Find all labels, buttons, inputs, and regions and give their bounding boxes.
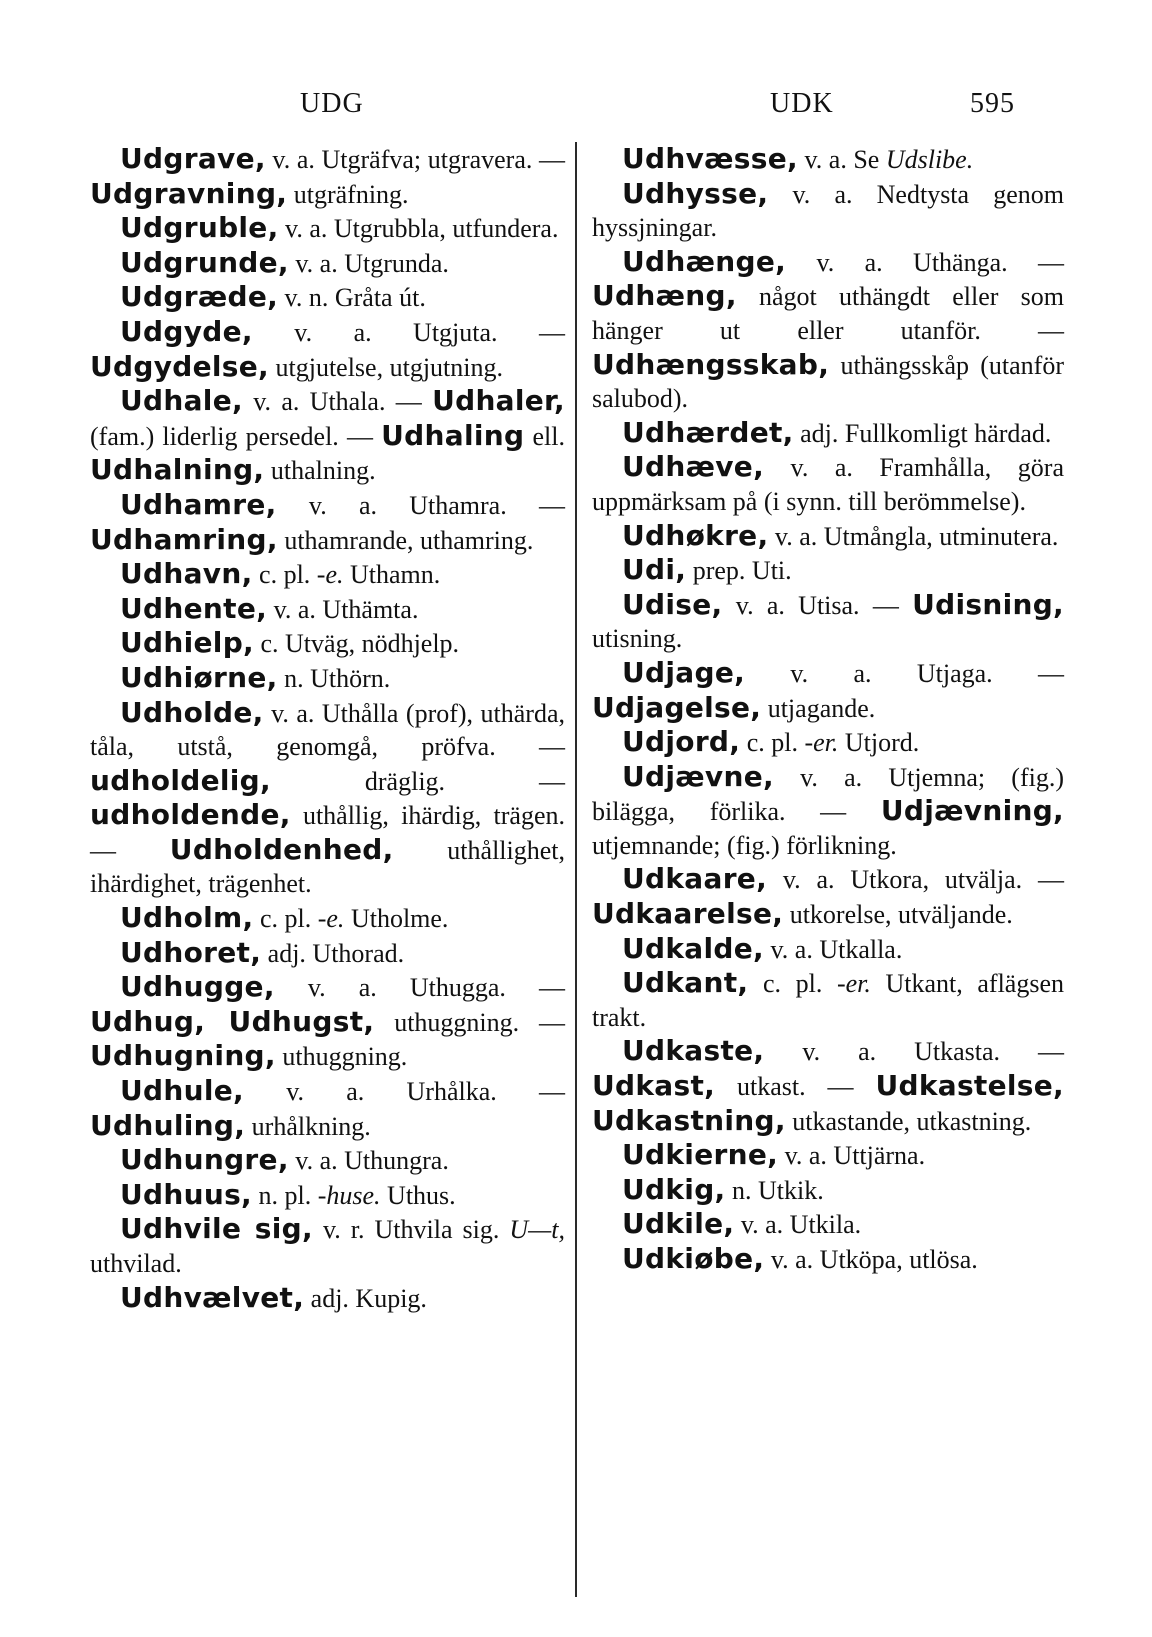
- definition-text: v. a. Uttjärna.: [778, 1141, 926, 1171]
- definition-text: uthängsskåp (utanför salubod).: [592, 350, 1064, 414]
- italic-text: Udslibe.: [885, 145, 974, 174]
- italic-text: -er.: [836, 969, 871, 999]
- dictionary-entry: [90, 592, 565, 627]
- definition-text: c. pl.: [740, 728, 805, 758]
- definition-text: något uthängdt eller som hänger ut eller utanför. —: [592, 282, 1064, 345]
- definition-text: utkorelse, utväljande.: [783, 900, 1013, 930]
- headword: Udhale,: [120, 384, 243, 418]
- definition-text: c. pl.: [253, 904, 318, 934]
- definition-text: utjagande.: [761, 693, 876, 723]
- dictionary-entry: [90, 901, 565, 936]
- headword: Udkant,: [622, 966, 749, 1000]
- dictionary-entry: [90, 970, 565, 1074]
- definition-text: v. a. Uthala. —: [242, 387, 433, 417]
- definition-text: dräglig. —: [270, 766, 565, 796]
- headword: Udhungre,: [120, 1143, 289, 1177]
- definition-text: uthuggning.: [275, 1042, 408, 1072]
- definition-text: v. a. Utgräfva; utgravera. —: [265, 145, 565, 174]
- dictionary-entry: [90, 661, 565, 696]
- headword: Udhøkre,: [622, 518, 769, 552]
- running-header: [90, 88, 1090, 128]
- headword: Udhaling: [381, 418, 525, 452]
- definition-text: v. a. Uthänga. —: [786, 247, 1064, 277]
- definition-text: adj. Kupig.: [304, 1283, 427, 1313]
- definition-text: v. a. Uthämta.: [267, 594, 419, 624]
- headword: Udhalning,: [90, 453, 265, 487]
- dictionary-entry: [90, 1143, 565, 1178]
- definition-text: urhålkning.: [245, 1111, 371, 1141]
- dictionary-entry: [90, 280, 565, 315]
- headword: udholdende,: [90, 798, 291, 832]
- headword: Udhvile sig,: [120, 1212, 313, 1246]
- definition-text: c. pl.: [748, 969, 837, 999]
- headword: Udjord,: [622, 725, 741, 759]
- italic-text: -e.: [316, 560, 344, 590]
- definition-text: v. a. Uthamra. —: [276, 490, 565, 520]
- dictionary-entry: [90, 1212, 565, 1280]
- header-left-guide-word: UDG: [300, 88, 364, 119]
- headword: Udhaler,: [432, 384, 565, 418]
- headword: Udhoret,: [120, 935, 262, 969]
- definition-text: v. a. Utgrubbla, utfundera.: [278, 214, 559, 244]
- headword: Udgydelse,: [90, 349, 269, 383]
- dictionary-entry: [592, 656, 1064, 725]
- headword: Udkalde,: [622, 931, 764, 965]
- headword: Udgrunde,: [120, 245, 289, 279]
- definition-text: v. n. Gråta út.: [278, 283, 426, 313]
- definition-text: v. a. Utköpa, utlösa.: [764, 1245, 978, 1274]
- definition-text: Utjord.: [838, 728, 920, 758]
- headword: Udkast,: [592, 1069, 716, 1103]
- headword: Udhænge,: [622, 244, 787, 278]
- headword: Udhæng,: [592, 279, 737, 313]
- headword: Udhuus,: [120, 1177, 252, 1211]
- italic-text: -huse.: [317, 1180, 381, 1210]
- dictionary-entry: [592, 1034, 1064, 1138]
- headword: Udholm,: [120, 901, 254, 935]
- dictionary-entry: [90, 211, 565, 246]
- dictionary-entry: [90, 696, 565, 902]
- headword: Udhvælvet,: [120, 1280, 305, 1314]
- dictionary-entry: [90, 557, 565, 592]
- headword: Udi,: [622, 553, 687, 587]
- header-right-guide-word: UDK: [770, 88, 834, 119]
- headword: Udgræde,: [120, 280, 279, 314]
- dictionary-entry: [90, 142, 565, 211]
- definition-text: v. a. Utjemna; (fig.) bilägga, förlika. —: [592, 762, 1064, 827]
- definition-text: v. a. Uthålla (prof), uthärda, tåla, utstå, genomgå, pröfva. —: [90, 698, 565, 762]
- dictionary-entry: [592, 245, 1064, 416]
- definition-text: uthalning.: [264, 456, 376, 486]
- definition-text: v. a. Framhålla, göra uppmärksam på (i synn. till berömmelse).: [592, 453, 1064, 516]
- definition-text: adj. Uthorad.: [261, 938, 405, 968]
- dictionary-entry: [592, 932, 1064, 967]
- headword: Udkig,: [622, 1172, 726, 1206]
- definition-text: c. Utväg, nödhjelp.: [253, 629, 460, 659]
- definition-text: v. a. Nedtysta genom hyssjningar.: [592, 179, 1064, 243]
- definition-text: c. pl.: [252, 560, 317, 590]
- definition-text: n. Uthörn.: [277, 663, 391, 693]
- dictionary-entry: [592, 1138, 1064, 1173]
- dictionary-entry: [90, 1074, 565, 1143]
- page-number: 595: [970, 88, 1015, 119]
- dictionary-entry: [592, 142, 1064, 177]
- definition-text: v. a. Utkalla.: [763, 934, 903, 964]
- headword: Udholdenhed,: [169, 832, 394, 866]
- definition-text: n. Utkik.: [725, 1175, 824, 1205]
- dictionary-entry: [90, 315, 565, 384]
- headword: Udhæve,: [622, 450, 765, 484]
- definition-text: adj. Fullkomligt härdad.: [793, 418, 1052, 448]
- definition-text: utjemnande; (fig.) förlikning.: [592, 830, 897, 860]
- headword: Udkile,: [622, 1207, 735, 1241]
- definition-text: v. a. Utgrunda.: [288, 248, 449, 278]
- dictionary-entry: [592, 966, 1064, 1034]
- dictionary-entry: [592, 450, 1064, 518]
- headword: Udhavn,: [120, 557, 253, 591]
- headword: Udhamring,: [90, 522, 278, 556]
- column-divider: [575, 142, 577, 1597]
- dictionary-entry: [592, 1173, 1064, 1208]
- definition-text: utgräfning.: [287, 179, 409, 209]
- dictionary-entry: [90, 246, 565, 281]
- headword: Udgravning,: [90, 176, 288, 210]
- definition-text: uthvilad.: [90, 1249, 182, 1278]
- headword: Udise,: [622, 587, 723, 621]
- definition-text: v. r. Uthvila sig.: [312, 1215, 510, 1245]
- headword: udholdelig,: [90, 763, 271, 797]
- headword: Udkaste,: [622, 1034, 765, 1068]
- definition-text: v. a. Utjaga. —: [745, 658, 1064, 688]
- headword: Udhængsskab,: [592, 347, 830, 381]
- definition-text: v. a. Utmångla, utminutera.: [768, 521, 1059, 551]
- headword: Udhule,: [120, 1074, 244, 1108]
- headword: Udhærdet,: [622, 415, 794, 449]
- definition-text: uthållighet, ihärdighet, trägenhet.: [90, 835, 566, 899]
- right-column: [592, 142, 1064, 1277]
- headword: Udhugge,: [120, 970, 275, 1004]
- headword: Udgruble,: [120, 211, 279, 245]
- italic-text: -er.: [804, 728, 839, 758]
- dictionary-entry: [90, 384, 565, 488]
- definition-text: v. a. Uthungra.: [288, 1146, 449, 1176]
- definition-text: v. a. Utkora, utvälja. —: [767, 865, 1064, 895]
- dictionary-entry: [592, 1242, 1064, 1277]
- dictionary-entry: [592, 725, 1064, 760]
- headword: Udhuling,: [90, 1108, 246, 1142]
- headword: Udhysse,: [622, 176, 769, 210]
- headword: Udisning,: [912, 587, 1064, 621]
- definition-text: prep. Uti.: [686, 556, 792, 586]
- definition-text: v. a. Se: [797, 145, 886, 174]
- definition-text: uthamrande, uthamring.: [277, 525, 534, 555]
- definition-text: utgjutelse, utgjutning.: [269, 352, 503, 382]
- headword: Udhugning,: [90, 1039, 276, 1073]
- definition-text: (fam.) liderlig persedel. —: [90, 421, 382, 451]
- definition-text: v. a. Urhålka. —: [243, 1077, 565, 1107]
- headword: Udjage,: [622, 655, 746, 689]
- definition-text: v. a. Utkila.: [734, 1210, 862, 1240]
- dictionary-entry: [90, 1281, 565, 1316]
- definition-text: uthållig, ihärdig, trägen. —: [90, 801, 565, 865]
- headword: Udkaare,: [622, 862, 768, 896]
- definition-text: utkastande, utkastning.: [785, 1106, 1032, 1136]
- definition-text: ell.: [524, 421, 565, 451]
- dictionary-entry: [592, 416, 1064, 451]
- italic-text: -e.: [317, 904, 345, 934]
- dictionary-entry: [592, 177, 1064, 245]
- definition-text: Uthamn.: [343, 560, 441, 590]
- dictionary-entry: [592, 519, 1064, 554]
- headword: Udgyde,: [120, 314, 253, 348]
- headword: Udjævne,: [622, 759, 774, 793]
- dictionary-entry: [592, 553, 1064, 588]
- definition-text: Utholme.: [344, 904, 449, 934]
- dictionary-entry: [90, 1178, 565, 1213]
- left-column: [90, 142, 565, 1315]
- dictionary-entry: [592, 1207, 1064, 1242]
- headword: Udgrave,: [120, 142, 266, 175]
- italic-text: U—t,: [509, 1215, 565, 1245]
- definition-text: v. a. Utgjuta. —: [252, 317, 565, 347]
- definition-text: utisning.: [592, 624, 683, 654]
- definition-text: utkast. —: [715, 1072, 876, 1102]
- definition-text: uthuggning. —: [374, 1007, 566, 1037]
- headword: Udkaarelse,: [592, 897, 784, 931]
- definition-text: Uthus.: [380, 1180, 456, 1210]
- headword: Udjagelse,: [592, 690, 762, 724]
- headword: Udhamre,: [120, 487, 277, 521]
- headword: Udhug, Udhugst,: [90, 1004, 375, 1038]
- dictionary-entry: [90, 936, 565, 971]
- definition-text: n. pl.: [251, 1180, 318, 1210]
- headword: Udhielp,: [120, 626, 254, 660]
- headword: Udhvæsse,: [622, 142, 798, 175]
- dictionary-entry: [592, 862, 1064, 931]
- dictionary-entry: [592, 588, 1064, 656]
- headword: Udkastelse, Udkastning,: [592, 1069, 1064, 1137]
- headword: Udjævning,: [880, 794, 1064, 828]
- dictionary-entry: [90, 488, 565, 557]
- headword: Udkierne,: [622, 1138, 779, 1172]
- headword: Udkiøbe,: [622, 1242, 765, 1275]
- definition-text: v. a. Utkasta. —: [764, 1037, 1064, 1067]
- dictionary-entry: [90, 626, 565, 661]
- headword: Udhente,: [120, 591, 268, 625]
- headword: Udhiørne,: [120, 660, 278, 694]
- headword: Udholde,: [120, 695, 264, 729]
- definition-text: v. a. Utisa. —: [722, 590, 913, 620]
- dictionary-entry: [592, 760, 1064, 863]
- definition-text: Utkant, aflägsen trakt.: [592, 969, 1064, 1032]
- definition-text: v. a. Uthugga. —: [274, 973, 565, 1003]
